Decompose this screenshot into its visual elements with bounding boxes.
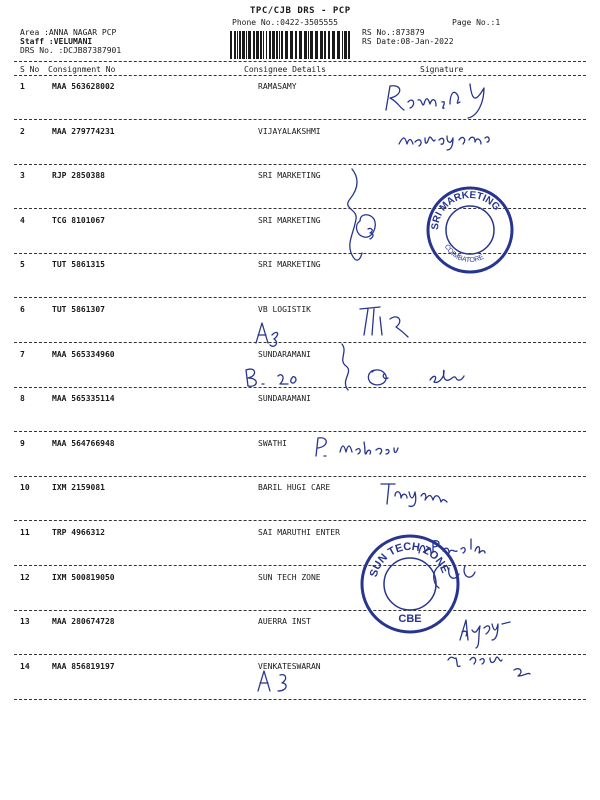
sri-marketing-stamp [424, 184, 516, 276]
row-consignee: SUN TECH ZONE [258, 573, 321, 582]
row-sno: 11 [20, 528, 30, 537]
divider [14, 61, 586, 62]
row-consignee: BARIL HUGI CARE [258, 483, 331, 492]
row-sno: 4 [20, 216, 25, 225]
row-consignment-no: MAA 563628002 [52, 82, 115, 91]
row-consignment-no: TUT 5861315 [52, 260, 105, 269]
row-consignment-no: MAA 856819197 [52, 662, 115, 671]
drs-number: DRS No. :DCJB87387901 [20, 46, 122, 55]
rs-date: RS Date:08-Jan-2022 [362, 37, 454, 46]
svg-text:SRI MARKETING [430, 190, 502, 231]
barcode-bar [281, 31, 283, 59]
row-sno: 6 [20, 305, 25, 314]
row-consignee: VENKATESWARAN [258, 662, 321, 671]
signature-sri-marketing [340, 165, 410, 275]
barcode-bar [256, 31, 259, 59]
barcode-bar [285, 31, 288, 59]
header-info [20, 28, 121, 55]
row-consignee: SUNDARAMANI [258, 350, 311, 359]
row-sno: 5 [20, 260, 25, 269]
barcode-bar [230, 31, 232, 59]
barcode-bar [342, 31, 343, 59]
barcode-bar [246, 31, 247, 59]
table-row [0, 483, 600, 497]
row-sno: 13 [20, 617, 30, 626]
phone-number: Phone No.:0422-3505555 [232, 18, 338, 27]
barcode-bar [269, 31, 271, 59]
barcode-bar [332, 31, 335, 59]
barcode-bar [239, 31, 241, 59]
row-consignee: VIJAYALAKSHMI [258, 127, 321, 136]
barcode-bar [324, 31, 326, 59]
row-consignee: SWATHI [258, 439, 287, 448]
table-row [0, 127, 600, 141]
row-divider [14, 297, 586, 298]
signature-vijayalakshmi [395, 122, 505, 152]
col-consignment-header: Consignment No [48, 65, 116, 74]
sheet-title: TPC/CJB DRS - PCP [250, 6, 351, 16]
stamp-bottom-text: CBE [398, 613, 422, 625]
barcode-bar [272, 31, 275, 59]
table-row [0, 528, 600, 542]
signature-sundaramani [238, 340, 508, 405]
barcode-bar [279, 31, 280, 59]
row-consignee: SRI MARKETING [258, 171, 321, 180]
row-sno: 1 [20, 82, 25, 91]
barcode-bar [299, 31, 302, 59]
table-row [0, 439, 600, 453]
row-consignment-no: IXM 500819050 [52, 573, 115, 582]
row-consignment-no: TRP 4966312 [52, 528, 105, 537]
col-consignee-header: Consignee Details [244, 65, 326, 74]
row-divider [14, 476, 586, 477]
barcode-bar [310, 31, 313, 59]
barcode-bar [337, 31, 340, 59]
row-consignment-no: MAA 564766948 [52, 439, 115, 448]
rs-info [362, 28, 454, 46]
row-sno: 2 [20, 127, 25, 136]
table-row [0, 171, 600, 185]
row-sno: 8 [20, 394, 25, 403]
row-divider [14, 164, 586, 165]
row-consignee: RAMASAMY [258, 82, 297, 91]
barcode-bar [242, 31, 245, 59]
rs-number: RS No.:873879 [362, 28, 425, 37]
signature-venkateswaran [250, 665, 320, 695]
stamp-bottom-text: COIMBATORE [442, 243, 486, 265]
barcode-bar [276, 31, 278, 59]
barcode-bar [260, 31, 262, 59]
col-signature-header: Signature [420, 65, 464, 74]
barcode-bar [248, 31, 251, 59]
table-row [0, 82, 600, 96]
divider [14, 75, 586, 76]
row-sno: 3 [20, 171, 25, 180]
row-consignment-no: MAA 565334960 [52, 350, 115, 359]
row-consignment-no: TUT 5861307 [52, 305, 105, 314]
barcode-bar [304, 31, 307, 59]
row-consignee: AUERRA INST [258, 617, 311, 626]
barcode-bar [253, 31, 255, 59]
row-sno: 7 [20, 350, 25, 359]
sun-tech-zone-stamp [358, 532, 462, 636]
staff-label: Staff :VELUMANI [20, 37, 93, 46]
row-consignment-no: MAA 279774231 [52, 127, 115, 136]
barcode-bar [348, 31, 350, 59]
barcode-bar [263, 31, 264, 59]
row-consignment-no: IXM 2159081 [52, 483, 105, 492]
row-sno: 12 [20, 573, 30, 582]
stamp-top-text: SUN TECH ZONE [367, 540, 451, 579]
row-consignment-no: MAA 280674728 [52, 617, 115, 626]
barcode-bar [308, 31, 309, 59]
row-consignee: SUNDARAMANI [258, 394, 311, 403]
barcode-bar [315, 31, 318, 59]
page-number: Page No.:1 [452, 18, 501, 27]
signature-baril-hugi-care [375, 478, 465, 508]
barcode-bar [295, 31, 297, 59]
row-sno: 9 [20, 439, 25, 448]
barcode-bar [344, 31, 347, 59]
barcode-bar [237, 31, 238, 59]
barcode-bar [234, 31, 236, 59]
signature-ramasamy [380, 80, 500, 120]
barcode-bar [320, 31, 323, 59]
row-consignee: SAI MARUTHI ENTER [258, 528, 340, 537]
row-divider [14, 431, 586, 432]
row-consignee: SRI MARKETING [258, 260, 321, 269]
barcode [230, 31, 352, 59]
row-divider [14, 119, 586, 120]
row-consignee: SRI MARKETING [258, 216, 321, 225]
barcode-bar [328, 31, 330, 59]
row-sno: 10 [20, 483, 30, 492]
signature-swathi [310, 432, 440, 462]
row-divider [14, 520, 586, 521]
area-label: Area :ANNA NAGAR PCP [20, 28, 117, 37]
row-consignment-no: TCG 8101067 [52, 216, 105, 225]
row-consignment-no: RJP 2850388 [52, 171, 105, 180]
row-consignment-no: MAA 565335114 [52, 394, 115, 403]
row-divider [14, 565, 586, 566]
col-sno-header: S No [20, 65, 40, 74]
barcode-bar [290, 31, 293, 59]
row-consignee: VB LOGISTIK [258, 305, 311, 314]
row-sno: 14 [20, 662, 30, 671]
row-divider [14, 699, 586, 700]
barcode-bar [266, 31, 267, 59]
stamp-top-text: SRI MARKETING [429, 189, 502, 231]
table-row [0, 573, 600, 587]
